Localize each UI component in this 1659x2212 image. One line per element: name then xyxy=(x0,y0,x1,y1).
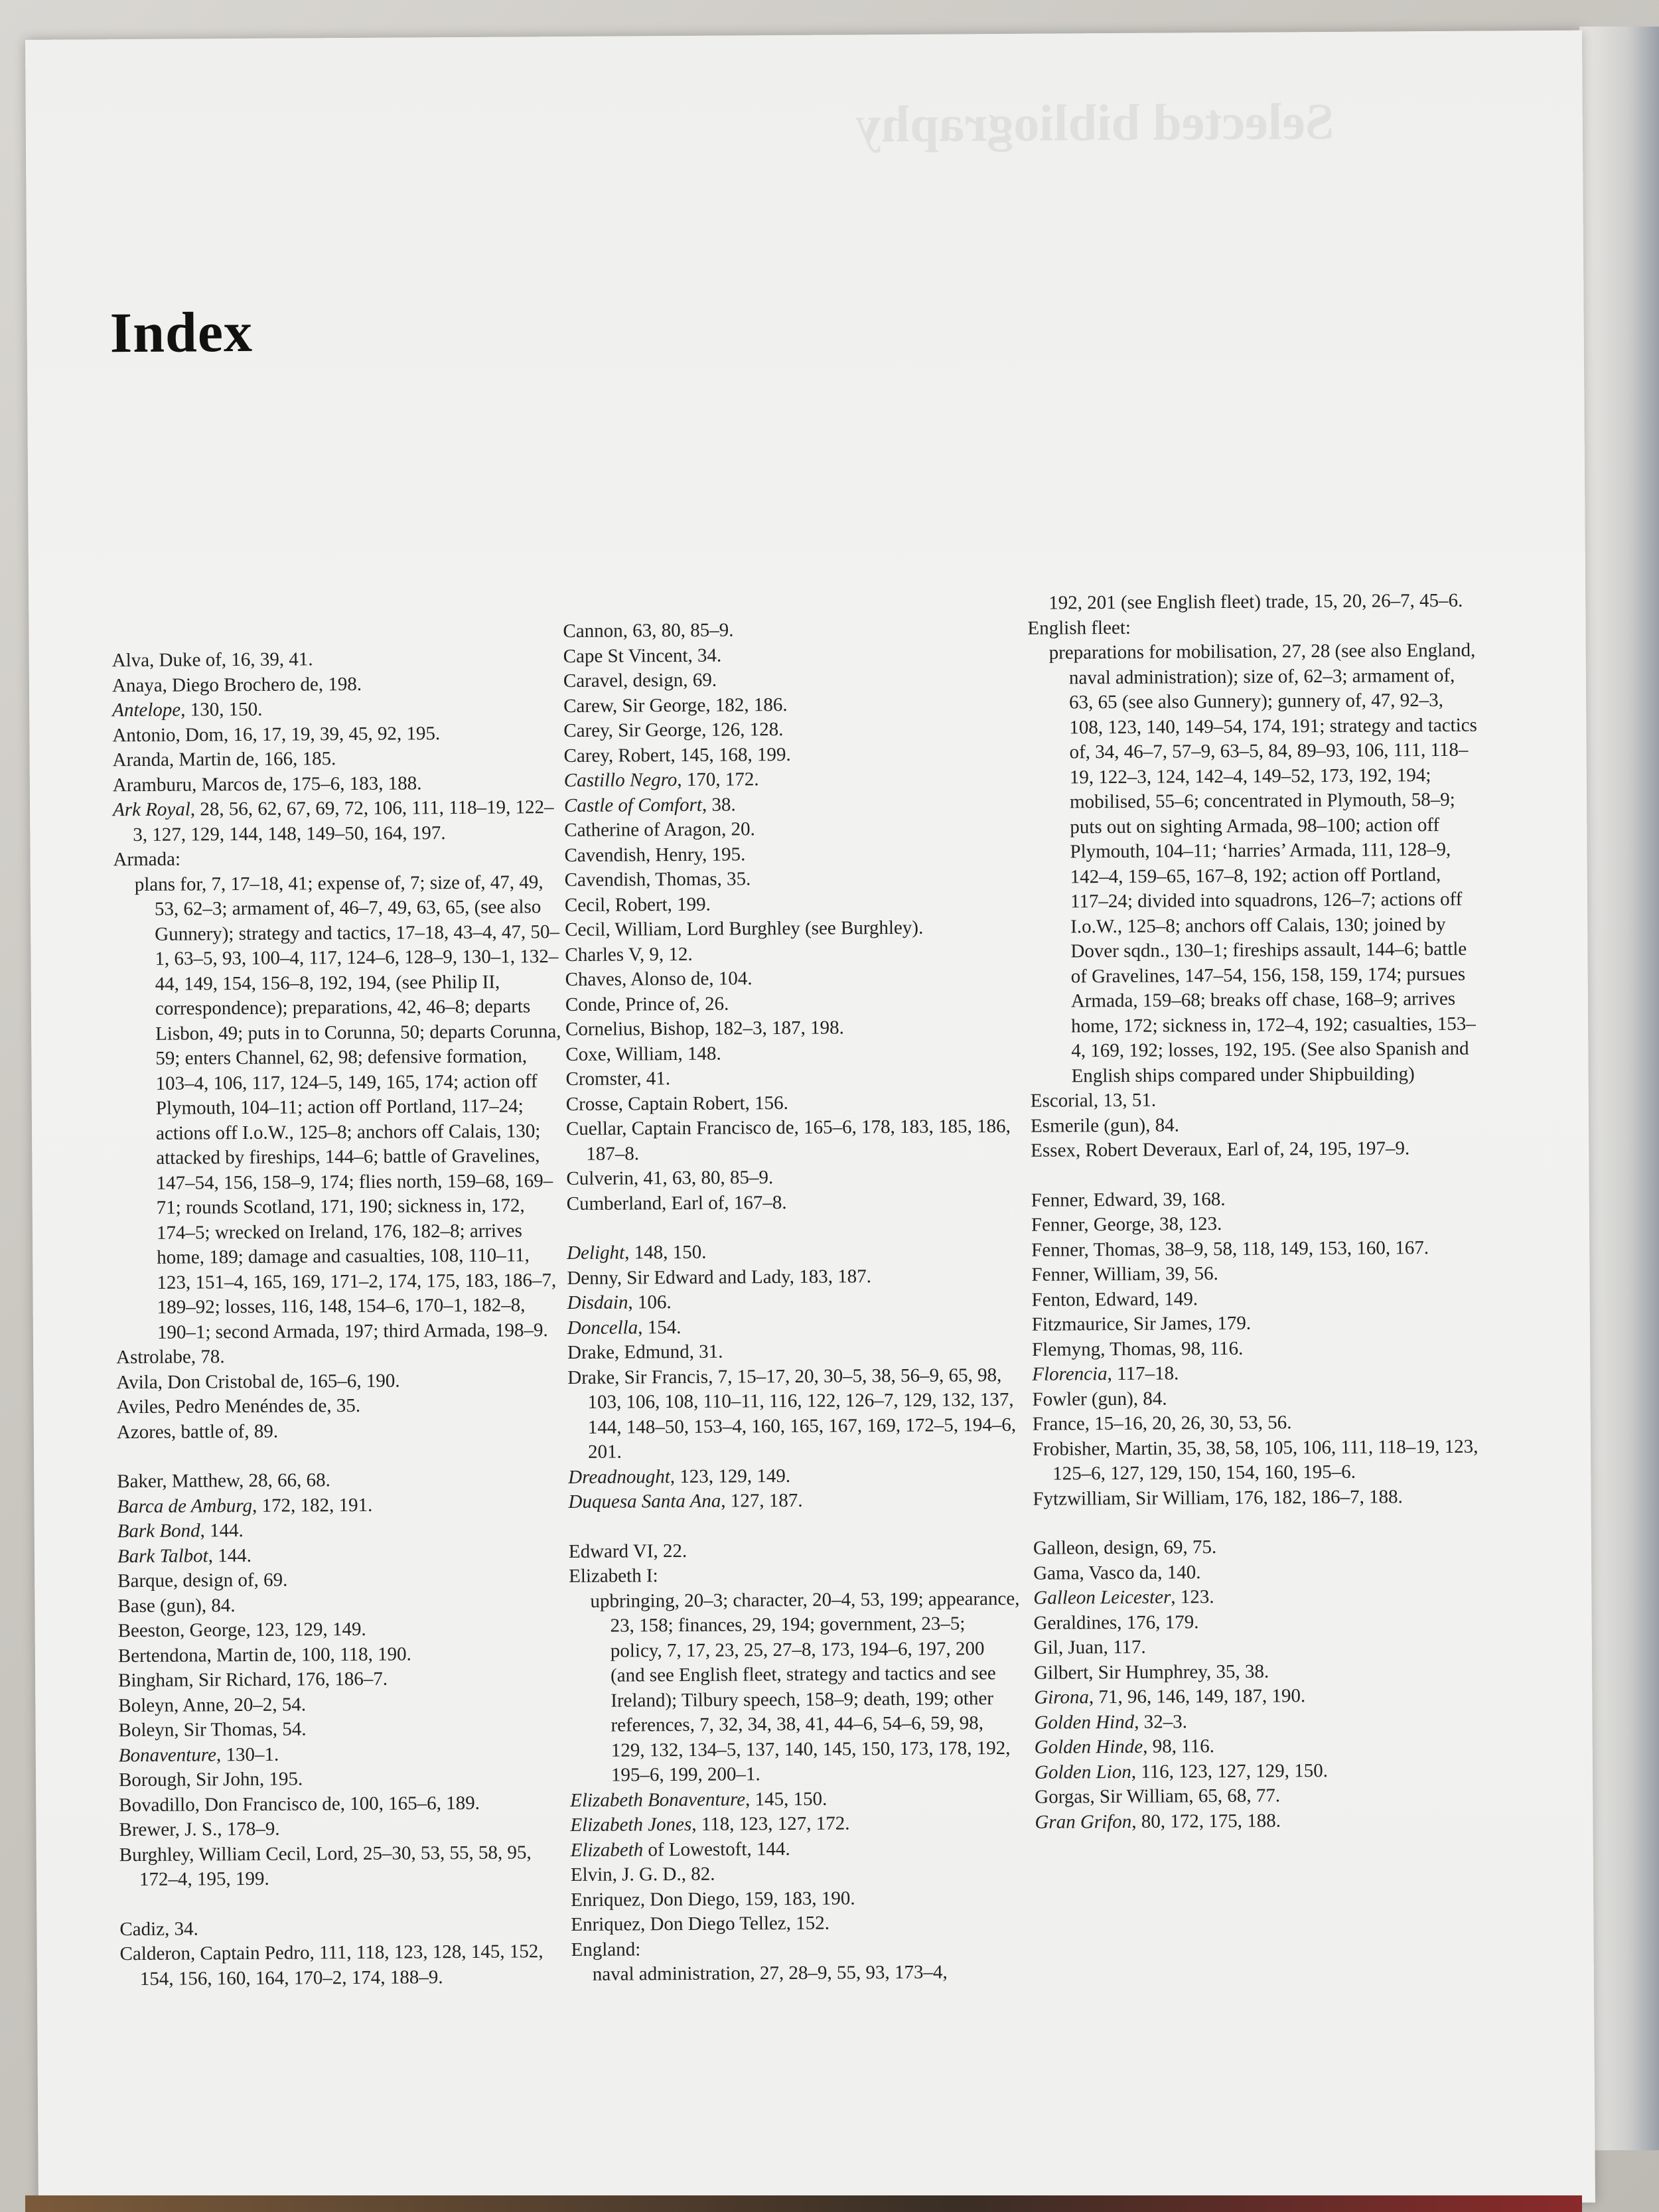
entry-gap xyxy=(119,1890,571,1917)
index-entry xyxy=(1033,1608,1484,1636)
entry-text: Cuellar, Captain Francisco de, 165–6, 178, 183, 185, 186, 187–8. xyxy=(565,1115,1011,1165)
italic-title: Golden Hinde xyxy=(1034,1735,1143,1758)
entry-text: Flemyng, Thomas, 98, 116. xyxy=(1031,1337,1244,1361)
entry-text: English fleet: xyxy=(1027,617,1131,639)
entry-text: Burghley, William Cecil, Lord, 25–30, 53, 55, 58, 95, 172–4, 195, 199. xyxy=(119,1841,532,1891)
index-entry xyxy=(1031,1086,1482,1114)
entry-text: Drake, Edmund, 31. xyxy=(567,1341,723,1364)
entry-text: Gorgas, Sir William, 65, 68, 77. xyxy=(1035,1785,1281,1808)
entry-text: Calderon, Captain Pedro, 111, 118, 123, 128, 145, 152, 154, 156, 160, 164, 170–2, 174, 188–9. xyxy=(119,1941,543,1990)
italic-title: Barca de Amburg xyxy=(117,1495,253,1517)
entry-text: Anaya, Diego Brochero de, 198. xyxy=(111,673,362,696)
index-column-1 xyxy=(112,646,571,1992)
entry-text: Cannon, 63, 80, 85–9. xyxy=(563,619,734,642)
entry-text: Fenton, Edward, 149. xyxy=(1031,1288,1198,1311)
index-subentry xyxy=(571,1960,1023,1988)
entry-text: Elizabeth I: xyxy=(569,1565,658,1587)
index-entry xyxy=(119,1765,570,1793)
index-entry xyxy=(119,1815,570,1843)
index-entry xyxy=(563,716,1015,744)
entry-text: Bingham, Sir Richard, 176, 186–7. xyxy=(118,1668,388,1692)
index-entry xyxy=(1033,1484,1484,1512)
index-entry xyxy=(1032,1360,1483,1388)
index-entry xyxy=(565,1065,1017,1092)
italic-title: Gran Grifon xyxy=(1035,1810,1132,1833)
italic-title: Disdain xyxy=(567,1291,628,1314)
index-entry xyxy=(117,1467,568,1495)
index-entry xyxy=(118,1641,569,1669)
entry-text: , 106. xyxy=(628,1291,672,1313)
index-entry xyxy=(119,1791,570,1818)
italic-title: Castillo Negro xyxy=(563,769,678,792)
entry-text: , 148, 150. xyxy=(624,1241,707,1264)
index-entry xyxy=(563,641,1015,669)
entry-text: , 123, 129, 149. xyxy=(670,1465,791,1487)
index-entry xyxy=(567,1189,1018,1217)
entry-text: Azores, battle of, 89. xyxy=(116,1420,279,1443)
entry-text: Galleon, design, 69, 75. xyxy=(1033,1536,1217,1559)
index-entry xyxy=(113,771,564,798)
entry-text: Antonio, Dom, 16, 17, 19, 39, 45, 92, 195. xyxy=(112,722,441,746)
entry-text: Alva, Duke of, 16, 39, 41. xyxy=(111,648,313,672)
index-entry xyxy=(564,790,1015,818)
index-entry xyxy=(567,1363,1019,1465)
entry-text: Cromster, 41. xyxy=(565,1068,671,1090)
index-entry xyxy=(1031,1235,1482,1263)
index-entry xyxy=(120,1939,571,1992)
index-entry xyxy=(565,890,1016,918)
index-entry xyxy=(1035,1757,1486,1785)
index-entry xyxy=(563,617,1014,644)
index-entry xyxy=(564,816,1015,844)
index-subentry xyxy=(113,870,567,1346)
entry-text: Aramburu, Marcos de, 175–6, 183, 188. xyxy=(112,772,422,796)
entry-text: , 123. xyxy=(1171,1586,1214,1608)
index-entry xyxy=(1033,1410,1484,1438)
entry-text: Carey, Robert, 145, 168, 199. xyxy=(563,743,791,767)
index-entry xyxy=(116,1392,567,1420)
entry-text: Astrolabe, 78. xyxy=(116,1346,225,1368)
index-entry xyxy=(567,1288,1019,1316)
entry-text: , 116, 123, 127, 129, 150. xyxy=(1131,1759,1329,1783)
entry-text: Cecil, Robert, 199. xyxy=(564,893,711,916)
entry-text: Coxe, William, 148. xyxy=(565,1043,721,1065)
entry-text: Barque, design of, 69. xyxy=(117,1569,288,1592)
italic-title: Elizabeth Jones xyxy=(570,1813,692,1836)
italic-title: Bark Talbot xyxy=(117,1544,208,1567)
italic-title: Bark Bond xyxy=(117,1520,200,1542)
entry-text: England: xyxy=(571,1938,641,1960)
index-entry xyxy=(567,1338,1019,1366)
italic-title: Ark Royal xyxy=(112,798,190,821)
index-subentry xyxy=(1028,638,1482,1089)
entry-text: Fytzwilliam, Sir William, 176, 182, 186–7, 188. xyxy=(1033,1485,1403,1510)
index-entry xyxy=(571,1910,1022,1938)
index-subentry xyxy=(1027,589,1479,617)
entry-text: Geraldines, 176, 179. xyxy=(1033,1611,1199,1634)
index-entry xyxy=(1034,1633,1485,1661)
entry-text: Avila, Don Cristobal de, 165–6, 190. xyxy=(116,1370,400,1393)
entry-text: Aranda, Martin de, 166, 185. xyxy=(112,748,336,771)
italic-title: Golden Hind xyxy=(1034,1711,1135,1733)
index-entry xyxy=(1032,1310,1483,1338)
index-entry xyxy=(112,671,563,699)
entry-text: Cecil, William, Lord Burghley (see Burghley). xyxy=(565,917,924,941)
index-entry xyxy=(118,1691,569,1719)
index-entry xyxy=(117,1516,569,1544)
entry-text: Escorial, 13, 51. xyxy=(1030,1089,1157,1112)
index-entry xyxy=(119,1840,571,1893)
entry-text: Crosse, Captain Robert, 156. xyxy=(565,1092,788,1115)
book-bottom-edge xyxy=(25,2195,1582,2212)
index-entry xyxy=(570,1810,1021,1838)
entry-text: , 117–18. xyxy=(1107,1363,1179,1385)
entry-text: Baker, Matthew, 28, 66, 68. xyxy=(117,1469,330,1493)
italic-title: Florencia xyxy=(1032,1363,1108,1385)
index-entry xyxy=(564,840,1015,868)
entry-text: Armada: xyxy=(113,848,181,871)
italic-title: Elizabeth Bonaventure xyxy=(570,1788,746,1811)
entry-text: Essex, Robert Deveraux, Earl of, 24, 195, 197–9. xyxy=(1031,1138,1410,1161)
entry-text: , 145, 150. xyxy=(745,1788,828,1810)
index-entry xyxy=(117,1591,569,1619)
entry-gap xyxy=(117,1442,568,1469)
index-entry xyxy=(565,990,1017,1017)
entry-gap xyxy=(1033,1509,1484,1536)
entry-text: preparations for mobilisation, 27, 28 (see also England, naval administration); size of, 62–3; armament of, 63, 65 (see also Gunnery); gunnery of, 47, 92–3, 108, 123, 140, 149–54, 174, 191; strategy and tactics of, 34, 46–7, 57–9, 63–5, 84, 89–93, 106, 111, 118–19, 122–3, 124, 142–4, 149–52, 173, 192, 194; mobilised, 55–6; concentrated in Plymouth, 58–9; puts out on sighting Armada, 98–100; action off Plymouth, 104–11; ‘harries’ Armada, 111, 128–9, 142–4, 159–65, 167–8, 192; action off Portland, 117–24; divided into squadrons, 126–7; actions off I.o.W., 125–8; anchors off Calais, 130; joined by Dover sqdn., 130–1; fireships assault, 144–6; battle of Gravelines, 147–54, 156, 158, 159, 174; pursues Armada, 159–68; breaks off chase, 168–9; arrives home, 172; sickness in, 172–4, 192; casualties, 153–4, 169, 192; losses, 192, 195. (See also Spanish and English ships compared under Shipbuilding) xyxy=(1048,639,1478,1086)
index-entry xyxy=(565,1039,1017,1067)
book-page xyxy=(25,31,1595,2212)
index-entry xyxy=(112,696,563,723)
entry-text: Denny, Sir Edward and Lady, 183, 187. xyxy=(567,1265,872,1289)
index-entry xyxy=(568,1487,1019,1515)
entry-text: France, 15–16, 20, 26, 30, 53, 56. xyxy=(1032,1412,1292,1435)
index-entry xyxy=(568,1462,1019,1490)
entry-text: Cumberland, Earl of, 167–8. xyxy=(566,1191,787,1215)
index-entry xyxy=(563,741,1015,769)
entry-text: , 71, 96, 146, 149, 187, 190. xyxy=(1088,1685,1306,1708)
index-entry xyxy=(565,965,1017,993)
entry-text: Fenner, George, 38, 123. xyxy=(1031,1213,1222,1236)
index-entry xyxy=(1033,1558,1484,1586)
index-entry xyxy=(1031,1185,1482,1213)
index-entry xyxy=(1031,1136,1482,1164)
index-entry xyxy=(1031,1260,1482,1288)
index-entry xyxy=(117,1566,569,1594)
entry-text: Cavendish, Thomas, 35. xyxy=(564,868,751,891)
entry-text: , 38. xyxy=(701,793,736,816)
index-entry xyxy=(1034,1658,1485,1686)
index-entry xyxy=(1032,1335,1483,1363)
index-subentry xyxy=(569,1586,1021,1788)
italic-title: Duquesa Santa Ana xyxy=(568,1490,721,1513)
entry-text: , 32–3. xyxy=(1134,1710,1187,1733)
index-entry xyxy=(565,915,1016,943)
entry-text: Fenner, Thomas, 38–9, 58, 118, 149, 153, 160, 167. xyxy=(1031,1236,1429,1261)
entry-text: Borough, Sir John, 195. xyxy=(118,1768,303,1791)
entry-text: , 144. xyxy=(208,1544,252,1566)
index-entry xyxy=(119,1741,570,1769)
entry-text: plans for, 7, 17–18, 41; expense of, 7; size of, 47, 49, 53, 62–3; armament of, 46–7, 49, 63, 65, (see also Gunnery); strategy and tactics, 17–18, 43–4, 47, 50–1, 63–5, 93, 100–4, 117, 124–6, 128–9, 130–1, 132–44, 149, 154, 156–8, 192, 194, (see Philip II, correspondence); preparations, 42, 46–8; departs Lisbon, 49; puts in to Corunna, 50; departs Corunna, 59; enters Channel, 62, 98; defensive formation, 103–4, 106, 117, 124–5, 149, 165, 174; action off Plymouth, 104–11; action off Portland, 117–24; actions off I.o.W., 125–8; anchors off Calais, 130; attacked by fireships, 144–6; battle of Gravelines, 147–54, 156, 158–9, 174; flies north, 159–68, 169–71; rounds Scotland, 171, 190; sickness in, 172, 174–5; wrecked on Ireland, 176, 182–8; arrives home, 189; damage and casualties, 108, 110–11, 123, 151–4, 165, 169, 171–2, 174, 175, 183, 186–7, 189–92; losses, 116, 148, 154–6, 170–1, 182–8, 190–1; second Armada, 197; third Armada, 198–9. xyxy=(134,871,561,1343)
index-entry xyxy=(566,1164,1017,1192)
index-entry xyxy=(1033,1434,1484,1487)
index-entry xyxy=(113,795,564,848)
entry-text: Aviles, Pedro Menéndes de, 35. xyxy=(116,1394,361,1418)
index-entry xyxy=(1033,1584,1484,1611)
entry-text: Gilbert, Sir Humphrey, 35, 38. xyxy=(1033,1660,1269,1684)
index-entry xyxy=(564,766,1015,794)
entry-text: naval administration, 27, 28–9, 55, 93, 173–4, xyxy=(592,1961,948,1985)
entry-text: 192, 201 (see English fleet) trade, 15, 20, 26–7, 45–6. xyxy=(1048,589,1463,614)
index-entry xyxy=(565,1015,1017,1043)
index-entry xyxy=(565,940,1016,968)
index-entry xyxy=(571,1885,1022,1913)
entry-text: Chaves, Alonso de, 104. xyxy=(565,968,753,991)
index-entry xyxy=(563,666,1015,694)
entry-text: Boleyn, Sir Thomas, 54. xyxy=(118,1718,307,1741)
index-entry xyxy=(113,745,564,773)
entry-text: Fenner, William, 39, 56. xyxy=(1031,1263,1218,1286)
italic-title: Dreadnought xyxy=(568,1465,670,1488)
index-entry xyxy=(569,1562,1020,1589)
entry-text: Beeston, George, 123, 129, 149. xyxy=(117,1618,366,1642)
entry-text: Enriquez, Don Diego, 159, 183, 190. xyxy=(571,1887,855,1911)
entry-text: of Lowestoft, 144. xyxy=(643,1838,790,1860)
entry-gap xyxy=(567,1214,1018,1241)
show-through-heading: Selected bibliography xyxy=(855,92,1334,153)
entry-text: , 28, 56, 62, 67, 69, 72, 106, 111, 118–19, 122–3, 127, 129, 144, 148, 149–50, 164, 197. xyxy=(133,796,554,846)
entry-text: , 170, 172. xyxy=(677,769,759,791)
italic-title: Girona xyxy=(1034,1686,1090,1708)
italic-title: Elizabeth xyxy=(570,1838,644,1861)
index-entry xyxy=(563,691,1015,719)
index-entry xyxy=(117,1492,568,1520)
entry-text: Cape St Vincent, 34. xyxy=(563,644,722,667)
index-entry xyxy=(1031,1111,1482,1139)
index-entry xyxy=(117,1542,569,1570)
entry-text: Carew, Sir George, 182, 186. xyxy=(563,694,788,717)
entry-text: Gil, Juan, 117. xyxy=(1033,1636,1146,1659)
entry-text: , 144. xyxy=(200,1520,244,1542)
entry-text: Charles V, 9, 12. xyxy=(565,943,693,966)
index-entry xyxy=(112,646,563,674)
index-entry xyxy=(113,845,564,873)
italic-title: Antelope xyxy=(112,699,181,721)
italic-title: Castle of Comfort xyxy=(563,794,703,816)
entry-gap xyxy=(1031,1161,1482,1188)
entry-text: , 127, 187. xyxy=(721,1489,803,1512)
index-entry xyxy=(570,1785,1021,1813)
index-entry xyxy=(1034,1708,1485,1735)
italic-title: Golden Lion xyxy=(1034,1761,1131,1783)
index-entry xyxy=(112,721,563,749)
entry-text: Drake, Sir Francis, 7, 15–17, 20, 30–5, 38, 56–9, 65, 98, 103, 106, 108, 110–11, 116, 122, 126–7, 129, 132, 137, 144, 148–50, 153–4, 160, 165, 167, 169, 172–5, 194–6, 201. xyxy=(567,1364,1017,1463)
entry-text: Fowler (gun), 84. xyxy=(1032,1388,1167,1410)
index-entry xyxy=(1027,613,1479,641)
index-entry xyxy=(565,865,1016,893)
entry-text: Enriquez, Don Diego Tellez, 152. xyxy=(571,1912,830,1936)
index-entry xyxy=(118,1616,569,1644)
entry-text: Cavendish, Henry, 195. xyxy=(564,843,746,866)
index-entry xyxy=(1035,1733,1486,1761)
index-entry xyxy=(1031,1211,1482,1238)
entry-text: Fitzmaurice, Sir James, 179. xyxy=(1031,1312,1252,1335)
index-entry xyxy=(566,1114,1017,1167)
italic-title: Doncella xyxy=(567,1316,638,1339)
index-entry xyxy=(571,1935,1022,1962)
index-entry xyxy=(567,1263,1018,1291)
italic-title: Delight xyxy=(567,1242,625,1264)
index-column-3 xyxy=(1027,589,1486,1835)
index-entry xyxy=(118,1716,569,1743)
entry-gap xyxy=(569,1512,1020,1539)
entry-text: Fenner, Edward, 39, 168. xyxy=(1031,1188,1226,1211)
entry-text: Boleyn, Anne, 20–2, 54. xyxy=(118,1693,307,1716)
index-entry xyxy=(567,1313,1019,1341)
index-entry xyxy=(1034,1683,1485,1711)
entry-text: Base (gun), 84. xyxy=(117,1594,236,1617)
index-entry xyxy=(1032,1384,1483,1412)
index-entry xyxy=(571,1860,1022,1888)
entry-text: , 98, 116. xyxy=(1143,1735,1215,1757)
entry-text: Culverin, 41, 63, 80, 85–9. xyxy=(566,1167,774,1190)
entry-text: Esmerile (gun), 84. xyxy=(1030,1114,1180,1137)
entry-text: , 154. xyxy=(638,1316,682,1338)
entry-text: Bovadillo, Don Francisco de, 100, 165–6, 189. xyxy=(119,1792,480,1816)
entry-text: , 80, 172, 175, 188. xyxy=(1131,1809,1281,1832)
index-entry xyxy=(1035,1783,1486,1810)
entry-text: Brewer, J. S., 178–9. xyxy=(119,1818,280,1841)
index-entry xyxy=(119,1915,571,1943)
entry-text: Cornelius, Bishop, 182–3, 187, 198. xyxy=(565,1017,844,1041)
entry-text: Edward VI, 22. xyxy=(568,1540,687,1562)
entry-text: , 130–1. xyxy=(216,1743,279,1765)
entry-text: Conde, Prince of, 26. xyxy=(565,993,729,1015)
entry-text: Cadiz, 34. xyxy=(119,1917,198,1940)
italic-title: Bonaventure xyxy=(118,1743,216,1766)
index-entry xyxy=(118,1666,569,1694)
entry-text: , 130, 150. xyxy=(180,698,263,721)
entry-text: Elvin, J. G. D., 82. xyxy=(570,1863,715,1886)
index-entry xyxy=(1032,1285,1483,1313)
index-entry xyxy=(1033,1534,1484,1562)
italic-title: Galleon Leicester xyxy=(1033,1586,1171,1609)
index-entry xyxy=(566,1089,1017,1117)
index-column-2 xyxy=(563,617,1023,1988)
index-entry xyxy=(571,1835,1022,1863)
entry-text: , 118, 123, 127, 172. xyxy=(691,1812,850,1835)
entry-text: Catherine of Aragon, 20. xyxy=(564,818,755,842)
index-entry xyxy=(116,1343,567,1370)
entry-text: Carey, Sir George, 126, 128. xyxy=(563,719,784,742)
entry-text: upbringing, 20–3; character, 20–4, 53, 199; appearance, 23, 158; finances, 29, 194; government, 23–5; policy, 7, 17, 23, 25, 27–8, 173, 194–6, 197, 200 (and see English fleet, strategy and tactics and see Ireland); Tilbury speech, 158–9; death, 199; other references, 7, 32, 34, 38, 41, 44–6, 54–6, 59, 98, 129, 132, 134–5, 137, 140, 145, 150, 173, 178, 192, 195–6, 199, 200–1. xyxy=(590,1587,1020,1786)
entry-text: Caravel, design, 69. xyxy=(563,669,717,692)
index-entry xyxy=(567,1238,1018,1266)
index-entry xyxy=(116,1368,567,1396)
entry-text: Frobisher, Martin, 35, 38, 58, 105, 106, 111, 118–19, 123, 125–6, 127, 129, 150, 154, 160, 195–6. xyxy=(1032,1436,1479,1485)
entry-text: Gama, Vasco da, 140. xyxy=(1033,1561,1201,1584)
index-entry xyxy=(1035,1807,1486,1835)
index-entry xyxy=(117,1418,568,1445)
index-entry xyxy=(569,1536,1020,1564)
page-title: Index xyxy=(109,299,253,365)
entry-text: Bertendona, Martin de, 100, 118, 190. xyxy=(117,1643,411,1666)
entry-text: , 172, 182, 191. xyxy=(252,1494,373,1516)
